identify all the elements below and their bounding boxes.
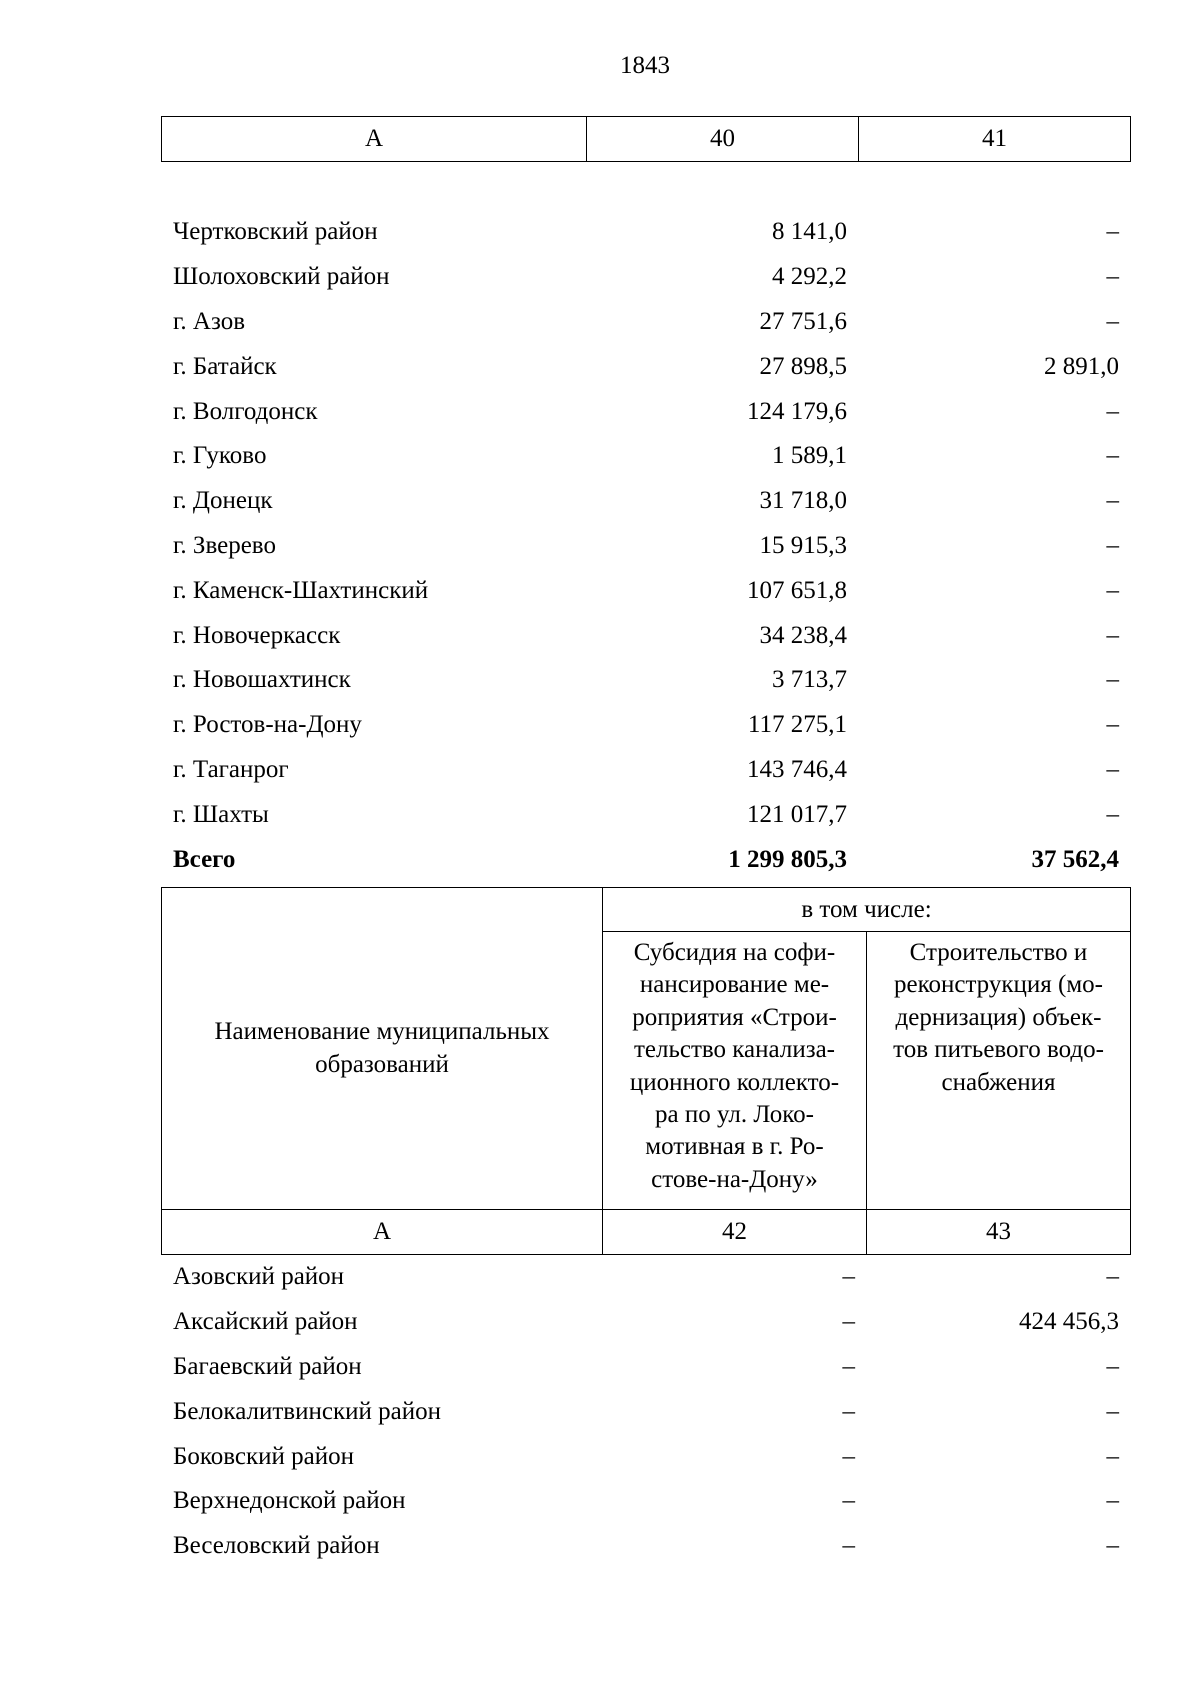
row-name: Аксайский район (173, 1308, 358, 1336)
table-row (161, 300, 1130, 345)
row-value-40: 27 898,5 (759, 352, 847, 380)
col43-line: снабжения (941, 1068, 1056, 1096)
row-value-41: – (1106, 576, 1119, 604)
col42-line: тельство канализа- (633, 1036, 835, 1064)
row-value-42: – (842, 1442, 855, 1470)
table-row (161, 568, 1130, 613)
row-value-42: – (842, 1487, 855, 1515)
row-name: Верхнедонской район (173, 1487, 406, 1515)
row-name: г. Таганрог (173, 755, 289, 783)
row-name: г. Батайск (173, 352, 277, 380)
table-row (161, 613, 1130, 658)
row-value-41: – (1106, 442, 1119, 470)
row-value-43: 424 456,3 (1019, 1308, 1119, 1336)
col42-description (603, 932, 867, 1210)
row-name: Боковский район (173, 1442, 354, 1470)
including-header: в том числе: (603, 888, 1131, 932)
name-column-line-1: Наименование муниципальных (214, 1018, 550, 1046)
row-value-42: – (842, 1397, 855, 1425)
table-row (161, 748, 1130, 793)
total-value-41: 37 562,4 (1031, 845, 1119, 873)
table-row (161, 1524, 1130, 1569)
table2-col-43: 43 (867, 1210, 1131, 1255)
row-name: Шолоховский район (173, 263, 390, 291)
row-value-41: – (1106, 666, 1119, 694)
row-value-40: 8 141,0 (772, 218, 847, 246)
table1-col-41: 41 (859, 117, 1131, 162)
table-row (161, 479, 1130, 524)
row-value-42: – (842, 1352, 855, 1380)
row-value-40: 27 751,6 (759, 307, 847, 335)
table-row (161, 1300, 1130, 1345)
row-value-40: 143 746,4 (747, 755, 847, 783)
table2-col-42: 42 (603, 1210, 867, 1255)
table2-index-row (162, 1210, 1131, 1255)
row-name: г. Гуково (173, 442, 267, 470)
row-name: г. Ростов-на-Дону (173, 711, 362, 739)
table-row (161, 524, 1130, 569)
row-name: г. Каменск-Шахтинский (173, 576, 429, 604)
row-name: Чертковский район (173, 218, 378, 246)
row-name: Белокалитвинский район (173, 1397, 441, 1425)
table-row (161, 210, 1130, 255)
row-name: г. Азов (173, 307, 246, 335)
row-name: Азовский район (173, 1263, 345, 1291)
col42-line: роприятия «Строи- (632, 1003, 837, 1031)
row-value-40: 1 589,1 (772, 442, 847, 470)
table1-col-a: А (162, 117, 587, 162)
row-name: г. Новошахтинск (173, 666, 351, 694)
table1-col-40: 40 (587, 117, 859, 162)
row-value-40: 4 292,2 (772, 263, 847, 291)
col43-description (867, 932, 1131, 1210)
col43-line: тов питьевого водо- (893, 1036, 1104, 1064)
row-value-40: 107 651,8 (747, 576, 847, 604)
table1-body (161, 210, 1130, 882)
name-column-line-2: образований (315, 1050, 449, 1078)
col42-line: мотивная в г. Ро- (645, 1133, 824, 1161)
row-value-41: – (1106, 800, 1119, 828)
col42-line: стове-на-Дону» (651, 1165, 818, 1193)
row-value-40: 121 017,7 (747, 800, 847, 828)
table2-header (161, 887, 1131, 1255)
row-name: Веселовский район (173, 1532, 380, 1560)
table-row (161, 389, 1130, 434)
total-label: Всего (173, 845, 236, 873)
table-row (161, 434, 1130, 479)
table1-header-row (162, 117, 1131, 162)
table-row (161, 1434, 1130, 1479)
table2-name-column-header (162, 888, 603, 1210)
table2-col-a: А (162, 1210, 603, 1255)
row-value-41: – (1106, 711, 1119, 739)
table-row (161, 658, 1130, 703)
row-value-40: 15 915,3 (759, 531, 847, 559)
col43-line: дернизация) объек- (895, 1003, 1102, 1031)
table-row (161, 1479, 1130, 1524)
col42-line: ра по ул. Локо- (655, 1101, 814, 1129)
row-name: г. Шахты (173, 800, 269, 828)
row-value-43: – (1106, 1442, 1119, 1470)
row-value-41: – (1106, 487, 1119, 515)
table-row (161, 1345, 1130, 1390)
row-value-40: 31 718,0 (759, 487, 847, 515)
col42-line: ционного коллекто- (629, 1068, 840, 1096)
row-value-42: – (842, 1308, 855, 1336)
row-value-43: – (1106, 1487, 1119, 1515)
table-row (161, 344, 1130, 389)
row-value-41: – (1106, 621, 1119, 649)
row-value-41: – (1106, 397, 1119, 425)
table-row (161, 792, 1130, 837)
row-value-42: – (842, 1263, 855, 1291)
row-value-41: – (1106, 263, 1119, 291)
table-row (161, 255, 1130, 300)
row-value-40: 117 275,1 (747, 711, 847, 739)
col42-line: Субсидия на софи- (633, 939, 836, 966)
table-row (161, 703, 1130, 748)
row-value-41: 2 891,0 (1044, 352, 1119, 380)
row-value-40: 3 713,7 (772, 666, 847, 694)
table-row (161, 1255, 1130, 1300)
row-name: г. Волгодонск (173, 397, 318, 425)
row-value-40: 34 238,4 (759, 621, 847, 649)
col43-line: реконструкция (мо- (894, 971, 1103, 999)
row-value-41: – (1106, 531, 1119, 559)
row-name: г. Зверево (173, 531, 276, 559)
row-value-43: – (1106, 1263, 1119, 1291)
row-name: г. Новочеркасск (173, 621, 341, 649)
table1-header (161, 116, 1131, 162)
row-value-41: – (1106, 307, 1119, 335)
row-value-41: – (1106, 755, 1119, 783)
row-value-43: – (1106, 1532, 1119, 1560)
row-name: Багаевский район (173, 1352, 362, 1380)
row-value-43: – (1106, 1397, 1119, 1425)
row-value-43: – (1106, 1352, 1119, 1380)
row-value-42: – (842, 1532, 855, 1560)
col42-line: нансирование ме- (639, 971, 830, 999)
total-value-40: 1 299 805,3 (728, 845, 847, 873)
col43-line: Строительство и (909, 939, 1088, 966)
row-name: г. Донецк (173, 487, 273, 515)
table2-body (161, 1255, 1130, 1569)
page-number: 1843 (620, 52, 670, 79)
row-value-40: 124 179,6 (747, 397, 847, 425)
total-row (161, 837, 1130, 882)
table-row (161, 1389, 1130, 1434)
row-value-41: – (1106, 218, 1119, 246)
